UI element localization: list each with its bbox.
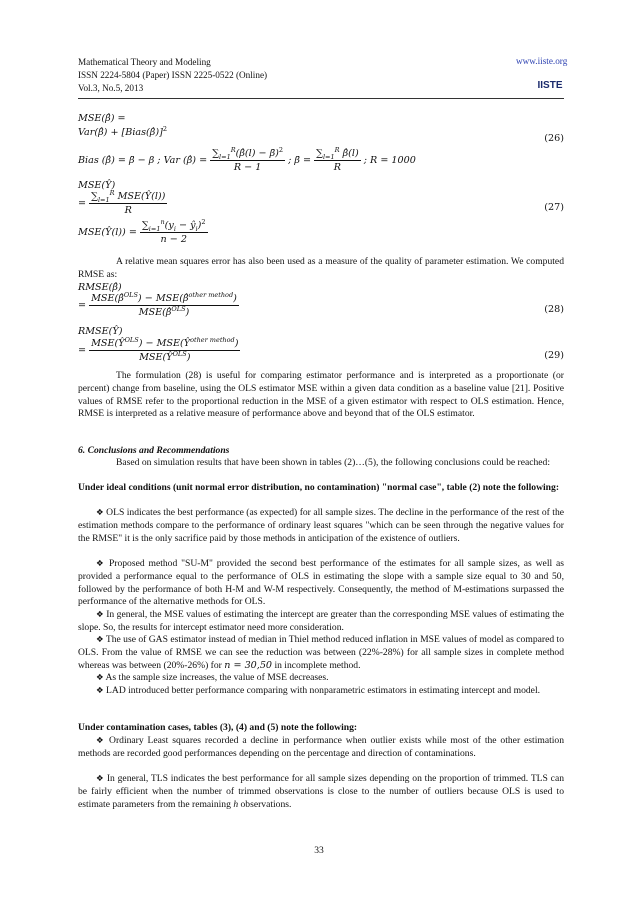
R-value: R = 1000 bbox=[370, 155, 416, 166]
bullet-sample-size bbox=[78, 672, 564, 685]
journal-issn: ISSN 2224-5804 (Paper) ISSN 2225-0522 (Online) bbox=[78, 70, 268, 80]
page-number: 33 bbox=[314, 845, 324, 856]
rmse-intro-paragraph: A relative mean squares error has also been used as a measure of the quality of parameter estimation. We computed RMSE as: bbox=[78, 256, 564, 280]
header-rule bbox=[78, 98, 564, 99]
bullet-text: In general, the MSE values of estimating the intercept are greater than the corresponding MSE values of estimating the slope. So, the results for intercept estimator need more consideration. bbox=[78, 609, 564, 633]
eq-mse-yhat-l: MSE(Ŷ(l)) = $\frac{\sum_{i=1}^n(y_i - ŷ_i)^2}{n - 2}$ bbox=[78, 217, 206, 245]
bullet-ols-best bbox=[78, 507, 564, 545]
bullet-lad bbox=[78, 685, 564, 698]
bullet-text-part1: The use of GAS estimator instead of median in Thiel method reduced inflation in MSE values of model as compared to OLS. From the value of RMSE we can see the reduction was between (22%-28%) for all sample sizes in complete method whereas was between (20%-26%) for bbox=[78, 634, 564, 671]
ideal-conditions-heading: Under ideal conditions (unit normal error distribution, no contamination) "normal case", table (2) note the following: bbox=[78, 482, 560, 493]
diamond-bullet-icon: ❖ bbox=[96, 559, 106, 569]
bullet-su-m bbox=[78, 558, 564, 609]
bullet-text-part1: In general, TLS indicates the best performance for all sample sizes depending on the proportion of trimmed. TLS can be fairly efficient when the number of trimmed observations is close to the number of outliers because OLS is used to estimate parameters from the remaining bbox=[78, 773, 564, 810]
bullet-text: As the sample size increases, the value of MSE decreases. bbox=[105, 672, 329, 683]
bullet-text: Proposed method "SU-M" provided the second best performance of the estimates for all sample sizes, as well as provided a performance equal to the performance of OLS in estimating the slope with a sample size equal to 30 and 50, followed by the performance of both H-M and W-M respectively. Consequently, the method of M-estimations surpassed the performance of the alternative methods for OLS. bbox=[78, 558, 564, 608]
diamond-bullet-icon: ❖ bbox=[96, 610, 104, 620]
eq-rmse-yhat-frac: = $\frac{MSE(Ŷ^{OLS}) - MSE(Ŷ^{other method})}{MSE(Ŷ^{OLS})}$ bbox=[78, 335, 239, 363]
eq-mse-yhat-sum: = $\frac{\sum_{l=1}^R MSE(Ŷ(l))}{R}$ bbox=[78, 188, 166, 216]
diamond-bullet-icon: ❖ bbox=[96, 774, 105, 784]
iiste-logo bbox=[536, 73, 564, 93]
bullet-mse-intercept bbox=[78, 609, 564, 635]
inline-math-n: n = 30,50 bbox=[224, 659, 273, 671]
journal-url-link[interactable]: www.iiste.org bbox=[516, 56, 568, 66]
bullet-ols-decline bbox=[78, 735, 564, 761]
diamond-bullet-icon: ❖ bbox=[96, 508, 104, 518]
eq-rmse-beta-frac: = $\frac{MSE(\betâ^{OLS}) - MSE(\betâ^{other method})}{MSE(\betâ^{OLS})}$ bbox=[78, 290, 237, 318]
section-title-conclusions: 6. Conclusions and Recommendations bbox=[78, 445, 230, 456]
journal-header bbox=[78, 56, 578, 95]
eq-var-bias: Var(β̂) + [Bias(β̂)]$^2$ bbox=[78, 124, 167, 138]
eq-number-28: (28) bbox=[544, 304, 564, 315]
bullet-gas-estimator bbox=[78, 634, 564, 672]
eq-number-29: (29) bbox=[544, 350, 564, 361]
eq-number-27: (27) bbox=[544, 202, 564, 213]
eq-mse-yhat: MSE(Ŷ) bbox=[78, 180, 116, 191]
journal-title: Mathematical Theory and Modeling bbox=[78, 57, 211, 67]
journal-volume: Vol.3, No.5, 2013 bbox=[78, 83, 144, 93]
bullet-text: Ordinary Least squares recorded a decline in performance when outlier exists while most of the other estimation methods are recorded good performances depending on the percentage and direction of contaminations. bbox=[78, 735, 565, 759]
inline-math-h: h bbox=[233, 798, 239, 810]
bullet-text-part2: in incomplete method. bbox=[272, 659, 361, 671]
diamond-bullet-icon: ❖ bbox=[96, 686, 104, 696]
rmse-explanation-paragraph: The formulation (28) is useful for comparing estimator performance and is interpreted as a proportionate (or percent) change from baseline, using the OLS estimator MSE within a given data condition as a baseline value [21]. Positive values of RMSE refer to the proportional reduction in the MSE of a given estimator with respect to OLS estimation. Hence, RMSE is interpreted as a relative measure of performance above and beyond that of the OLS estimator. bbox=[78, 370, 564, 420]
eq-mse-beta: MSE(β̂) = bbox=[78, 113, 126, 124]
bullet-text: OLS indicates the best performance (as expected) for all sample sizes. The decline in the performance of the rest of the estimation methods compare to the performance of ordinary least squares "which can be seen through the negative values for the RMSE" it is the only sacrifice paid by those methods in anticipation of the existence of outliers. bbox=[78, 507, 564, 544]
diamond-bullet-icon: ❖ bbox=[96, 673, 104, 683]
contamination-heading: Under contamination cases, tables (3), (4) and (5) note the following: bbox=[78, 722, 358, 733]
eq-rmse-beta: RMSE(β̂) bbox=[78, 282, 122, 293]
diamond-bullet-icon: ❖ bbox=[96, 736, 106, 746]
svg-text:IISTE: IISTE bbox=[537, 80, 563, 91]
eq-number-26: (26) bbox=[544, 133, 564, 144]
eq-rmse-yhat: RMSE(Ŷ) bbox=[78, 326, 123, 337]
bullet-text: LAD introduced better performance comparing with nonparametric estimators in estimating intercept and model. bbox=[106, 685, 541, 696]
bullet-tls-best bbox=[78, 773, 564, 811]
bullet-text-part2: observations. bbox=[238, 798, 292, 810]
diamond-bullet-icon: ❖ bbox=[96, 635, 104, 645]
conclusions-intro-paragraph: Based on simulation results that have been shown in tables (2)…(5), the following conclusions could be reached: bbox=[116, 457, 551, 468]
eq-bias-var-def: Bias (β̂) = β̄ − β ; Var (β̂) = $\frac{\sum_{l=1}^R(\betâ(l) - \betā)^2}{R - 1}$ ; β̄ = $\frac{\sum_{l=1}^R \betâ(l)}{R}$ ; R = 1000 bbox=[78, 145, 416, 173]
